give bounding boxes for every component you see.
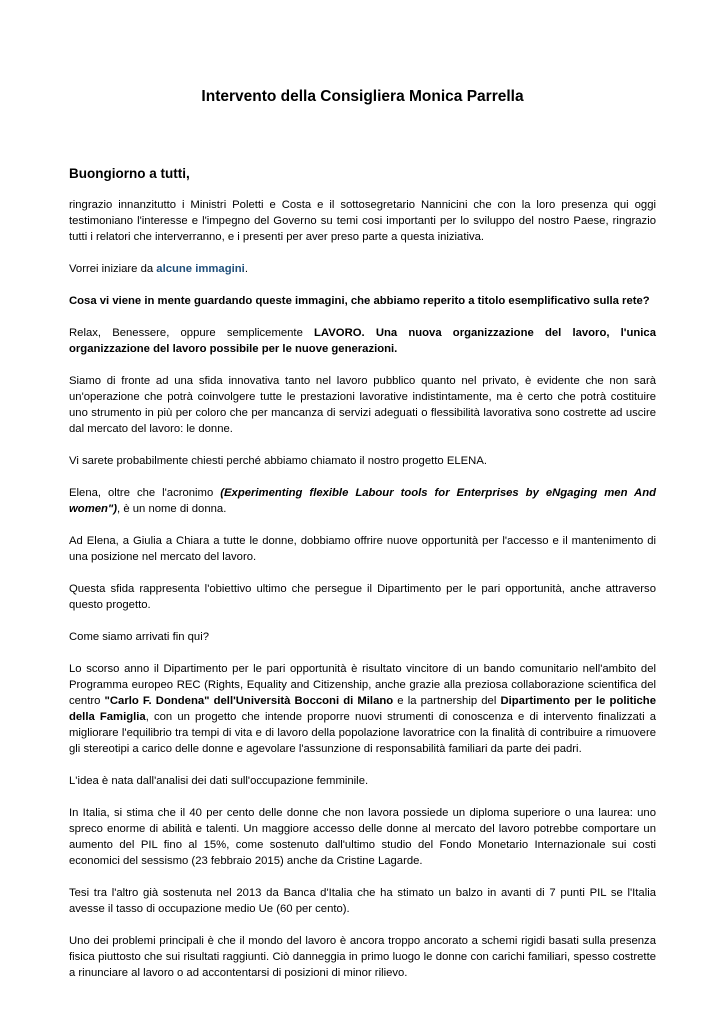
paragraph-idea: L'idea è nata dall'analisi dei dati sull'occupazione femminile. <box>69 775 369 787</box>
paragraph-project-text-1: Lo scorso anno il Dipartimento per le pari opportunità è risultato vincitore di un bando comunitario nell'ambito del Programma europeo REC (Rights, Equality and Citizenship, anche grazie alla preziosa collaborazione scientifica del centro <box>69 663 656 707</box>
paragraph-thanks: ringrazio innanzitutto i Ministri Poletti e Costa e il sottosegretario Nannicini che con la loro presenza qui oggi testimoniano l'interesse e l'impegno del Governo su temi cosi importanti per lo sviluppo del nostro Paese, ringrazio tutti i relatori che interverranno, e i presenti per aver preso parte a questa iniziativa. <box>69 199 656 243</box>
paragraph-how: Come siamo arrivati fin qui? <box>69 631 210 643</box>
paragraph-challenge: Siamo di fronte ad una sfida innovativa tanto nel lavoro pubblico quanto nel privato, è evidente che non sarà un'operazione che potrà coinvolgere tutte le prestazioni lavorative indistintamente, ma è certo che potrà costituire uno strumento in più per coloro che per mancanza di servizi adeguati o flessibilità lavorativa sono costrette ad uscire dal mercato del lavoro: le donne. <box>69 375 656 435</box>
paragraph-project-dipartimento: Dipartimento per le politiche della Famiglia <box>69 695 656 723</box>
paragraph-lavoro-bold: LAVORO. Una nuova organizzazione del lavoro, l'unica organizzazione del lavoro possibile per le nuove generazioni. <box>69 327 656 355</box>
acronym-expansion: (Experimenting flexible Labour tools for Enterprises by eNgaging men And women") <box>69 487 657 515</box>
paragraph-banca-italia: Tesi tra l'altro già sostenuta nel 2013 da Banca d'Italia che ha stimato un balzo in avanti di 7 punti PIL se l'Italia avesse il tasso di occupazione medio Ue (60 per cento). <box>69 887 656 915</box>
paragraph-acronym <box>69 485 656 517</box>
paragraph-project <box>69 661 656 757</box>
paragraph-lavoro-text: Relax, Benessere, oppure semplicemente <box>69 327 315 339</box>
paragraph-women: Ad Elena, a Giulia a Chiara a tutte le donne, dobbiamo offrire nuove opportunità per l'accesso e il mantenimento di una posizione nel mercato del lavoro. <box>69 535 656 563</box>
paragraph-elena-question: Vi sarete probabilmente chiesti perché abbiamo chiamato il nostro progetto ELENA. <box>69 455 488 467</box>
paragraph-lavoro <box>69 325 656 357</box>
paragraph-acronym-end: , è un nome di donna. <box>117 503 227 515</box>
paragraph-objective: Questa sfida rappresenta l'obiettivo ultimo che persegue il Dipartimento per le pari opportunità, anche attraverso questo progetto. <box>69 583 656 611</box>
document-title: Intervento della Consigliera Monica Parrella <box>201 88 524 105</box>
greeting-heading: Buongiorno a tutti, <box>69 166 190 181</box>
paragraph-question: Cosa vi viene in mente guardando queste immagini, che abbiamo reperito a titolo esemplificativo sulla rete? <box>69 295 650 307</box>
paragraph-italy-stats: In Italia, si stima che il 40 per cento delle donne che non lavora possiede un diploma superiore o una laurea: uno spreco enorme di abilità e talenti. Un maggiore accesso delle donne al mercato del lavoro potrebbe comportare un aumento del PIL fino al 15%, come sostenuto dall'ultimo studio del Fondo Monetario Internazionale sui costi economici del sessismo (23 febbraio 2015) anche da Cristine Lagarde. <box>69 807 656 867</box>
paragraph-images-end: . <box>244 263 248 275</box>
paragraph-images-text: Vorrei iniziare da <box>69 263 157 275</box>
paragraph-project-text-2: e la partnership del <box>393 695 501 707</box>
paragraph-project-bocconi: "Carlo F. Dondena" dell'Università Bocconi di Milano <box>104 695 394 707</box>
images-link[interactable]: alcune immagini <box>156 263 245 275</box>
paragraph-acronym-text: Elena, oltre che l'acronimo <box>69 487 221 499</box>
paragraph-images <box>69 261 656 277</box>
paragraph-problems: Uno dei problemi principali è che il mondo del lavoro è ancora troppo ancorato a schemi rigidi basati sulla presenza fisica piuttosto che sui risultati raggiunti. Ciò danneggia in primo luogo le donne con carichi familiari, spesso costrette a rinunciare al lavoro o ad accontentarsi di posizioni di minor rilievo. <box>69 935 656 979</box>
paragraph-project-text-3: , con un progetto che intende proporre nuovi strumenti di conoscenza e di intervento finalizzati a migliorare l'equilibrio tra tempi di vita e di lavoro della popolazione lavoratrice con la finalità di contribuire a rimuovere gli stereotipi a carico delle donne e agevolare l'assunzione di responsabilità familiari da parte dei padri. <box>69 711 656 755</box>
